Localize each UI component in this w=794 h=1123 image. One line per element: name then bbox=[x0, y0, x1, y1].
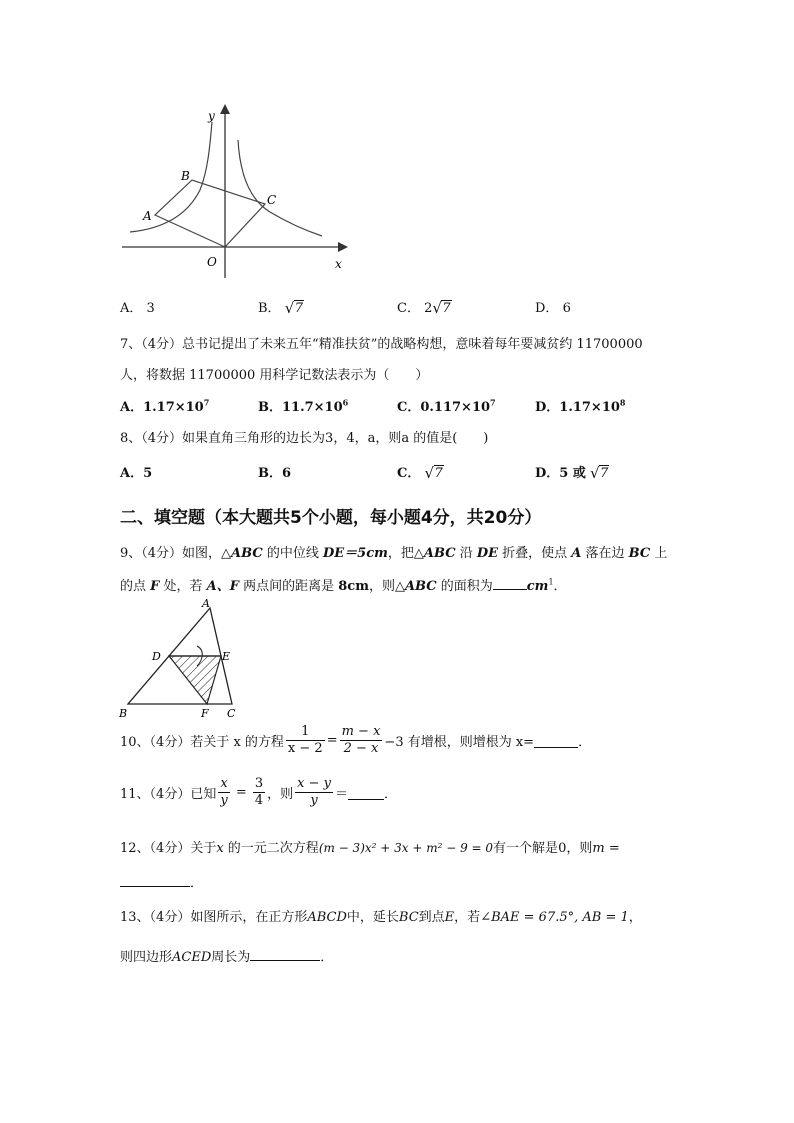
q10-equals: = bbox=[326, 733, 338, 748]
q11-text: ，则 bbox=[267, 787, 294, 802]
q9-unit: cm bbox=[526, 579, 549, 594]
q7-c-text: C．0.117×10 bbox=[397, 400, 491, 415]
frac-denominator: y bbox=[310, 793, 318, 808]
q13-segment: BC bbox=[398, 910, 419, 925]
q9-text: 两点间的距离是 bbox=[238, 579, 339, 594]
q9-text: 的中位线 bbox=[262, 546, 323, 561]
q13-square: ABCD bbox=[307, 910, 347, 925]
q7-line1: 7、（4分）总书记提出了未来五年“精准扶贫”的战略构想，意味着每年要减贫约 11700000 bbox=[120, 337, 643, 352]
frac-denominator: y bbox=[220, 793, 228, 808]
q6-b-letter: B． bbox=[258, 301, 281, 316]
q10-text: ． bbox=[578, 735, 592, 750]
q12-text: 12、（4分）关于 bbox=[120, 841, 217, 856]
q6-c-radicand: 7 bbox=[442, 301, 451, 316]
frac-denominator: x − 2 bbox=[287, 741, 323, 756]
q8-question: 8、（4分）如果直角三角形的边长为3，4，a，则a 的值是( ) bbox=[120, 431, 489, 446]
q12-text: 有一个解是 bbox=[493, 841, 559, 856]
q9-text: 上 bbox=[650, 546, 668, 561]
q7-b-exp: 6 bbox=[342, 397, 349, 408]
quadrilateral bbox=[155, 180, 265, 247]
q11-equals: ＝ bbox=[335, 787, 349, 802]
q8-option-d bbox=[535, 462, 609, 481]
q9-abc: ABC bbox=[231, 546, 263, 561]
q8-d-letter: D．5 或 bbox=[535, 466, 586, 481]
frac-numerator: m − x bbox=[341, 724, 381, 739]
q9-text: ． bbox=[553, 579, 567, 594]
frac-denominator: 2 − x bbox=[343, 741, 379, 756]
q8-c-letter: C． bbox=[397, 466, 421, 481]
frac-numerator: 1 bbox=[286, 724, 325, 741]
q7-c-exp: 7 bbox=[490, 397, 496, 408]
answer-blank[interactable] bbox=[493, 576, 527, 590]
q13-text: 13、（4分）如图所示，在正方形 bbox=[120, 910, 308, 925]
q9-text: 的面积为 bbox=[436, 579, 493, 594]
q9-unit-sup: 1 bbox=[548, 577, 554, 587]
q9-line2 bbox=[120, 575, 567, 594]
q12-line1 bbox=[120, 837, 620, 856]
q9-abc: ABC bbox=[404, 579, 437, 594]
q7-line2: 人，将数据 11700000 用科学记数法表示为（ ） bbox=[120, 368, 429, 383]
q9-text: 处，若 bbox=[159, 579, 207, 594]
q10-fraction-1 bbox=[286, 724, 325, 757]
q13-text: ． bbox=[320, 950, 334, 965]
label-c: C bbox=[227, 707, 236, 720]
q9-text: 9、（4分）如图，△ bbox=[120, 546, 232, 561]
q9-a: A bbox=[571, 546, 582, 561]
q12-text: 的一元二次方程 bbox=[223, 841, 319, 856]
sqrt-icon: √ 7 bbox=[284, 299, 303, 317]
q13-text: ，若 bbox=[454, 910, 481, 925]
q9-line1 bbox=[120, 542, 667, 561]
q13-line1 bbox=[120, 906, 642, 925]
q13-text: 到点 bbox=[418, 910, 445, 925]
q7-option-c bbox=[397, 396, 496, 415]
q9-bc: BC bbox=[628, 546, 651, 561]
q11-equals: = bbox=[231, 785, 251, 800]
q6-d-letter: D． bbox=[535, 301, 559, 316]
q6-a-letter: A． bbox=[120, 301, 143, 316]
q7-b-text: B．11.7×10 bbox=[258, 400, 343, 415]
sqrt-icon: √ 7 bbox=[590, 464, 609, 482]
q9-de: DE bbox=[476, 546, 499, 561]
q11-line bbox=[120, 776, 397, 809]
q9-text: ，则△ bbox=[368, 579, 405, 594]
answer-blank[interactable] bbox=[534, 734, 578, 748]
q13-line2 bbox=[120, 946, 333, 965]
q8-option-a: A．5 bbox=[120, 466, 153, 481]
x-axis-arrow-icon bbox=[338, 242, 348, 252]
q7-d-exp: 8 bbox=[619, 397, 626, 408]
q6-option-a bbox=[120, 297, 155, 316]
q6-c-letter: C． bbox=[397, 301, 420, 316]
frac-numerator: x bbox=[218, 776, 229, 793]
q9-distance: 8cm bbox=[338, 579, 369, 594]
q9-text: ，把△ bbox=[387, 546, 424, 561]
q13-quadrilateral: ACED bbox=[172, 950, 212, 965]
label-y: y bbox=[208, 109, 215, 123]
q10-fraction-2 bbox=[340, 724, 383, 757]
figure-q9-triangle bbox=[115, 596, 245, 722]
q12-variable: x bbox=[216, 841, 224, 856]
curve-right bbox=[238, 140, 322, 236]
q9-f: F bbox=[150, 579, 160, 594]
label-c: C bbox=[267, 193, 277, 207]
answer-blank[interactable] bbox=[120, 873, 190, 887]
q8-option-c bbox=[397, 462, 444, 481]
label-e: E bbox=[222, 650, 231, 663]
frac-numerator: 3 bbox=[254, 776, 264, 791]
q12-variable: m bbox=[592, 841, 605, 856]
q12-line2 bbox=[120, 872, 203, 891]
label-b: B bbox=[181, 169, 190, 183]
q12-equation: (m − 3)x² + 3x + m² − 9 = 0 bbox=[318, 841, 494, 855]
q8-option-b: B．6 bbox=[258, 466, 292, 481]
q7-option-d bbox=[535, 396, 626, 415]
label-x: x bbox=[335, 257, 342, 271]
q6-option-b bbox=[258, 297, 304, 316]
q7-d-text: D．1.17×10 bbox=[535, 400, 620, 415]
label-a: A bbox=[143, 209, 152, 223]
q11-text: 11、（4分）已知 bbox=[120, 787, 217, 802]
q11-fraction-3 bbox=[295, 776, 333, 809]
q13-text: 周长为 bbox=[211, 950, 251, 965]
q12-text: ． bbox=[190, 876, 204, 891]
q13-text: ， bbox=[628, 910, 642, 925]
label-origin: O bbox=[207, 255, 217, 269]
label-b: B bbox=[119, 707, 128, 720]
frac-numerator: x − y bbox=[297, 776, 331, 791]
q6-option-d bbox=[535, 297, 571, 316]
q8-c-radicand: 7 bbox=[434, 466, 443, 481]
q10-text: −3 有增根，则增根为 x= bbox=[384, 735, 535, 750]
folded-region bbox=[169, 656, 221, 704]
q9-abc: ABC bbox=[423, 546, 456, 561]
q8-d-radicand: 7 bbox=[600, 466, 609, 481]
sqrt-icon: √ 7 bbox=[424, 464, 443, 482]
label-d: D bbox=[152, 650, 161, 663]
frac-denominator: 4 bbox=[254, 793, 264, 808]
q9-af: A、F bbox=[206, 579, 239, 594]
y-axis-arrow-icon bbox=[220, 104, 230, 114]
q9-text: 沿 bbox=[455, 546, 477, 561]
q11-fraction-1 bbox=[218, 776, 229, 809]
answer-blank[interactable] bbox=[348, 786, 384, 800]
q6-a-value: 3 bbox=[146, 301, 155, 316]
label-a: A bbox=[202, 597, 210, 610]
section-heading: 二、填空题（本大题共5个小题，每小题4分，共20分） bbox=[120, 508, 542, 528]
q9-text: 落在边 bbox=[581, 546, 629, 561]
q13-text: 中，延长 bbox=[346, 910, 399, 925]
q6-c-coef: 2 bbox=[424, 301, 433, 316]
sqrt-icon: √ 7 bbox=[432, 299, 451, 317]
q7-option-a bbox=[120, 396, 209, 415]
q7-a-text: A．1.17×10 bbox=[120, 400, 204, 415]
q7-option-b bbox=[258, 396, 348, 415]
q9-text: 折叠，使点 bbox=[498, 546, 572, 561]
q9-text: 的点 bbox=[120, 579, 151, 594]
q6-d-value: 6 bbox=[562, 301, 571, 316]
q12-zero: 0 bbox=[558, 841, 567, 856]
q13-text: 则四边形 bbox=[120, 950, 173, 965]
q9-de: DE＝5cm bbox=[322, 546, 388, 561]
q11-text: ． bbox=[384, 787, 398, 802]
q13-point: E bbox=[444, 910, 455, 925]
q12-text: ，则 bbox=[566, 841, 593, 856]
q6-b-radicand: 7 bbox=[294, 301, 303, 316]
q10-text: 10、（4分）若关于 x 的方程 bbox=[120, 735, 284, 750]
label-f: F bbox=[201, 707, 209, 720]
figure-q6-graph bbox=[120, 100, 360, 280]
q7-a-exp: 7 bbox=[203, 397, 210, 408]
q13-condition: ∠BAE = 67.5°, AB = 1 bbox=[480, 910, 629, 925]
q11-fraction-2 bbox=[253, 776, 265, 809]
q10-line bbox=[120, 724, 591, 757]
q12-equals: = bbox=[604, 841, 620, 856]
q6-option-c bbox=[397, 297, 452, 316]
answer-blank[interactable] bbox=[250, 947, 320, 961]
